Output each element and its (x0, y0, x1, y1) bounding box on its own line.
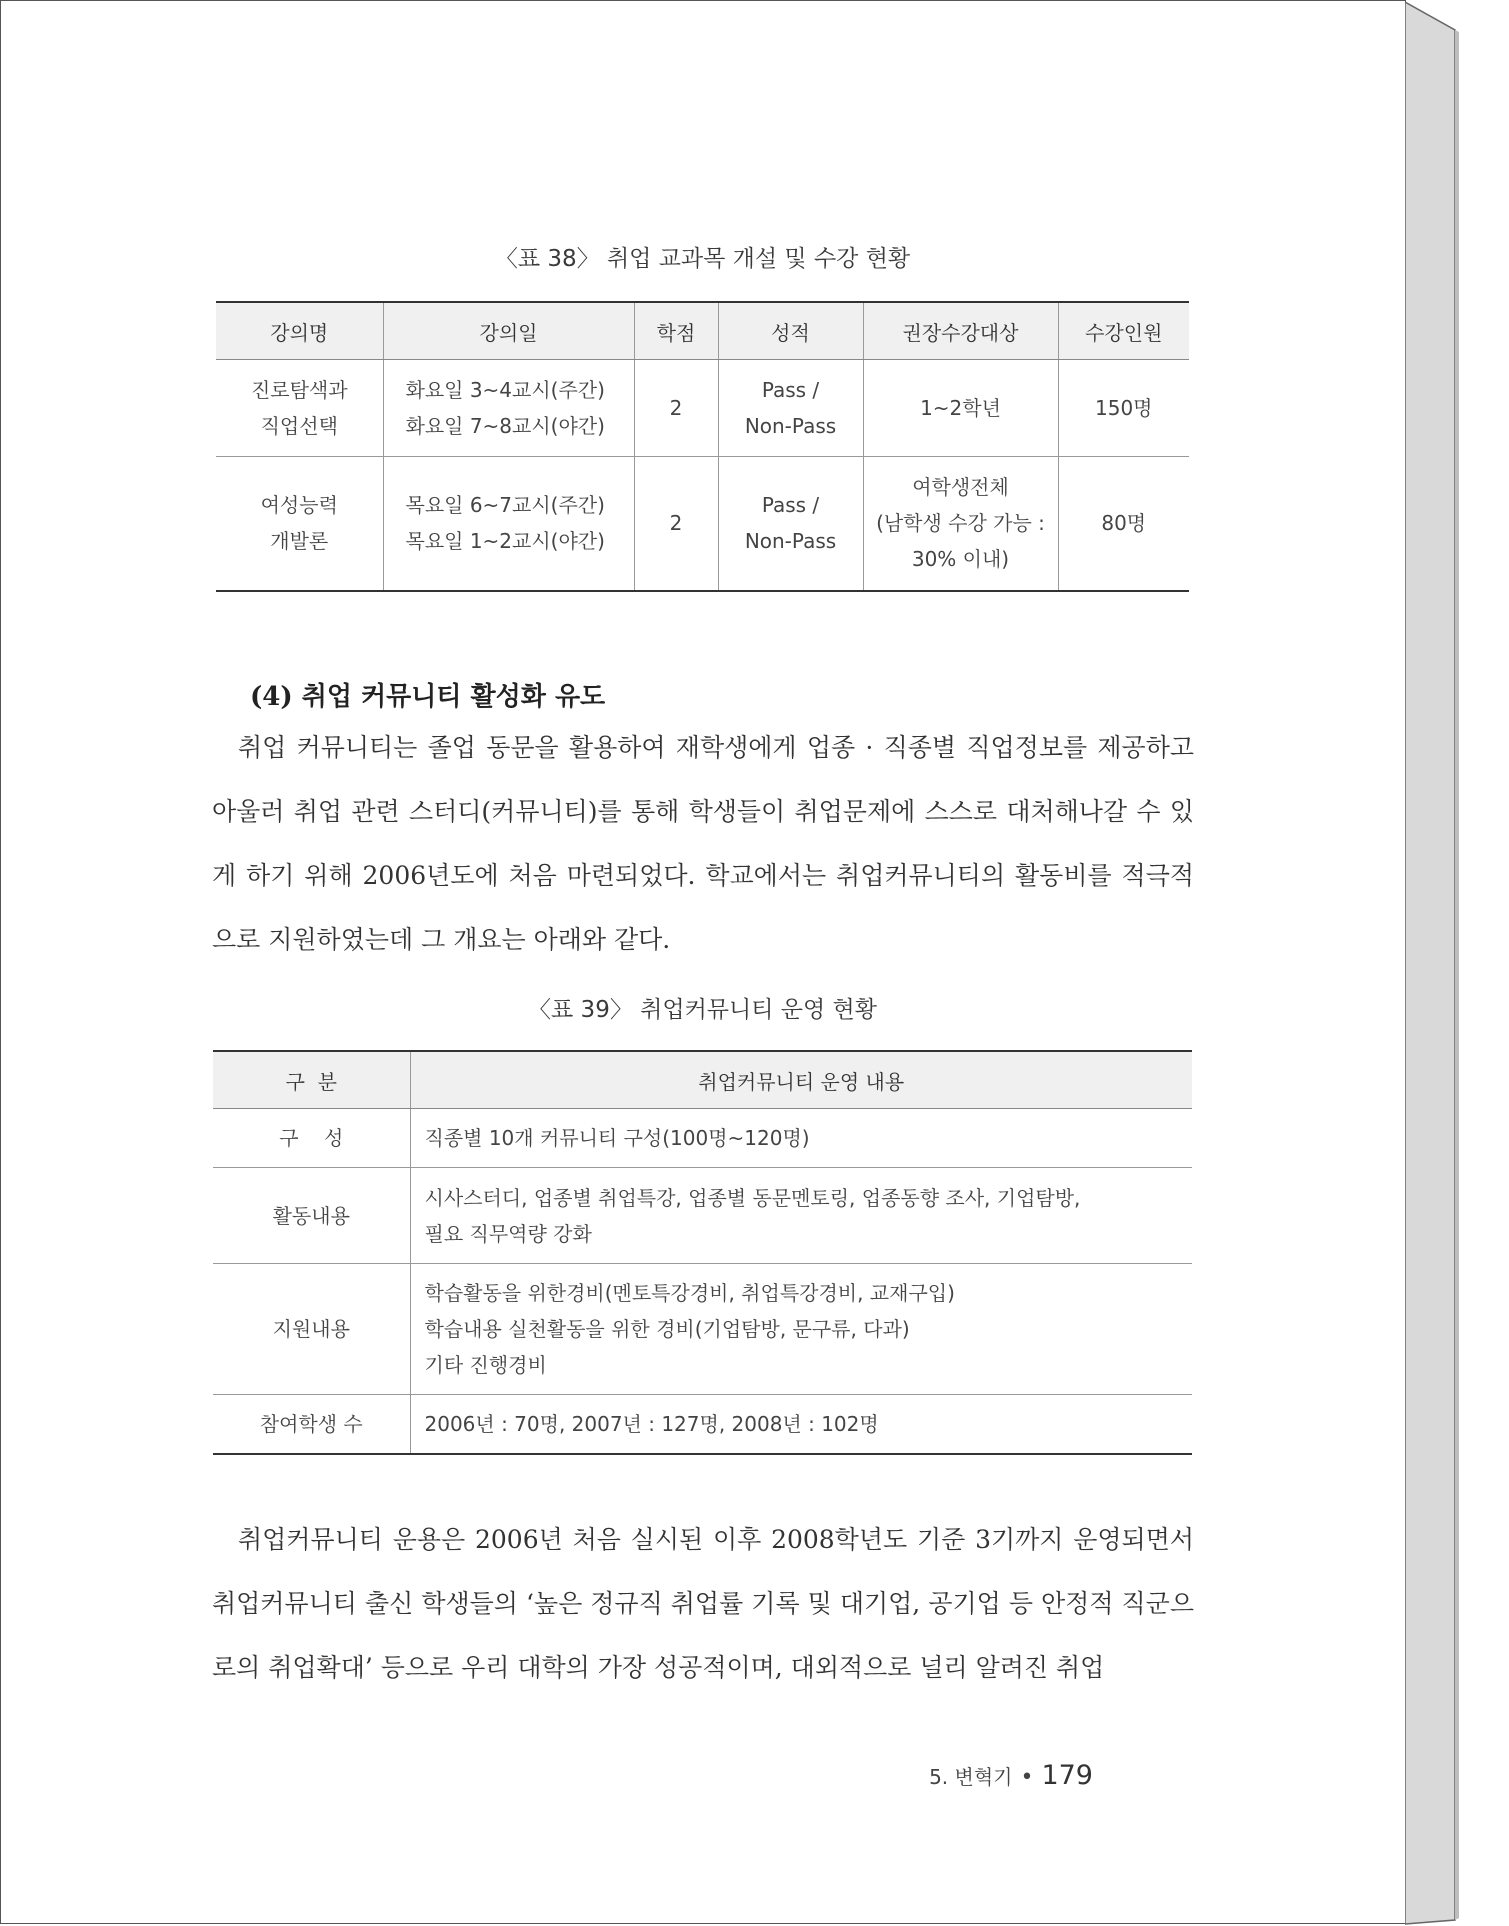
row-content: 직종별 10개 커뮤니티 구성(100명~120명) (410, 1109, 1192, 1168)
table-39-header-row (213, 1051, 1192, 1109)
table-39 (213, 1050, 1192, 1455)
lecture-day-cell: 목요일 6~7교시(주간) 목요일 1~2교시(야간) (383, 457, 634, 591)
table-row (213, 1395, 1192, 1454)
credit-cell: 2 (634, 457, 718, 591)
col-header-operation-content: 취업커뮤니티 운영 내용 (410, 1051, 1192, 1109)
row-label: 활동내용 (213, 1168, 410, 1264)
col-header-category: 구 분 (213, 1051, 410, 1109)
col-header-target: 권장수강대상 (863, 302, 1058, 360)
table-row (213, 1109, 1192, 1168)
row-label: 지원내용 (213, 1264, 410, 1395)
body-paragraph-1: 취업 커뮤니티는 졸업 동문을 활용하여 재학생에게 업종 · 직종별 직업정보를 제공하고 아울러 취업 관련 스터디(커뮤니티)를 통해 학생들이 취업문제에 스스로 대처해나갈 수 있게 하기 위해 2006년도에 처음 마련되었다. 학교에서는 취업커뮤니티의 활동비를 적극적으로 지원하였는데 그 개요는 아래와 같다. (212, 733, 1194, 954)
table-row (216, 457, 1189, 591)
table-row (213, 1168, 1192, 1264)
col-header-lecture-day: 강의일 (383, 302, 634, 360)
target-cell: 여학생전체 (남학생 수강 가능 : 30% 이내) (863, 457, 1058, 591)
enrollment-cell: 80명 (1058, 457, 1189, 591)
row-label: 구 성 (213, 1109, 410, 1168)
enrollment-cell: 150명 (1058, 360, 1189, 457)
row-content: 학습활동을 위한경비(멘토특강경비, 취업특강경비, 교재구입) 학습내용 실천활동을 위한 경비(기업탐방, 문구류, 다과) 기타 진행경비 (410, 1264, 1192, 1395)
footer-separator: • (1020, 1765, 1034, 1790)
col-header-credit: 학점 (634, 302, 718, 360)
row-label: 참여학생 수 (259, 1411, 363, 1436)
body-paragraph-2: 취업커뮤니티 운용은 2006년 처음 실시된 이후 2008학년도 기준 3기까지 운영되면서 취업커뮤니티 출신 학생들의 ‘높은 정규직 취업률 기록 및 대기업, 공기업 등 안정적 직군으로의 취업확대’ 등으로 우리 대학의 가장 성공적이며, 대외적으로 널리 알려진 취업 (212, 1525, 1194, 1682)
grade-cell: Pass / Non-Pass (718, 360, 863, 457)
course-name-cell: 여성능력 개발론 (260, 493, 338, 554)
section-heading: (4) 취업 커뮤니티 활성화 유도 (250, 682, 606, 712)
grade-cell: Pass / Non-Pass (718, 457, 863, 591)
table-row (216, 360, 1189, 457)
col-header-grade: 성적 (718, 302, 863, 360)
course-name-cell: 진로탐색과 직업선택 (216, 360, 383, 457)
row-content: 시사스터디, 업종별 취업특강, 업종별 동문멘토링, 업종동향 조사, 기업탐방, 필요 직무역량 강화 (410, 1168, 1192, 1264)
target-cell: 1~2학년 (863, 360, 1058, 457)
table-row (213, 1264, 1192, 1395)
lecture-day-cell: 화요일 3~4교시(주간) 화요일 7~8교시(야간) (383, 360, 634, 457)
page-footer (929, 1760, 1093, 1791)
table-38 (216, 301, 1189, 592)
page-number: 179 (1041, 1760, 1093, 1791)
col-header-course-name: 강의명 (216, 302, 383, 360)
credit-cell: 2 (634, 360, 718, 457)
col-header-enrollment: 수강인원 (1058, 302, 1189, 360)
chapter-label: 5. 변혁기 (929, 1765, 1013, 1789)
table-38-caption: 〈표 38〉 취업 교과목 개설 및 수강 현황 (494, 246, 911, 272)
table-38-header-row (216, 302, 1189, 360)
row-content: 2006년 : 70명, 2007년 : 127명, 2008년 : 102명 (410, 1395, 1192, 1454)
table-39-caption: 〈표 39〉 취업커뮤니티 운영 현황 (528, 997, 877, 1023)
